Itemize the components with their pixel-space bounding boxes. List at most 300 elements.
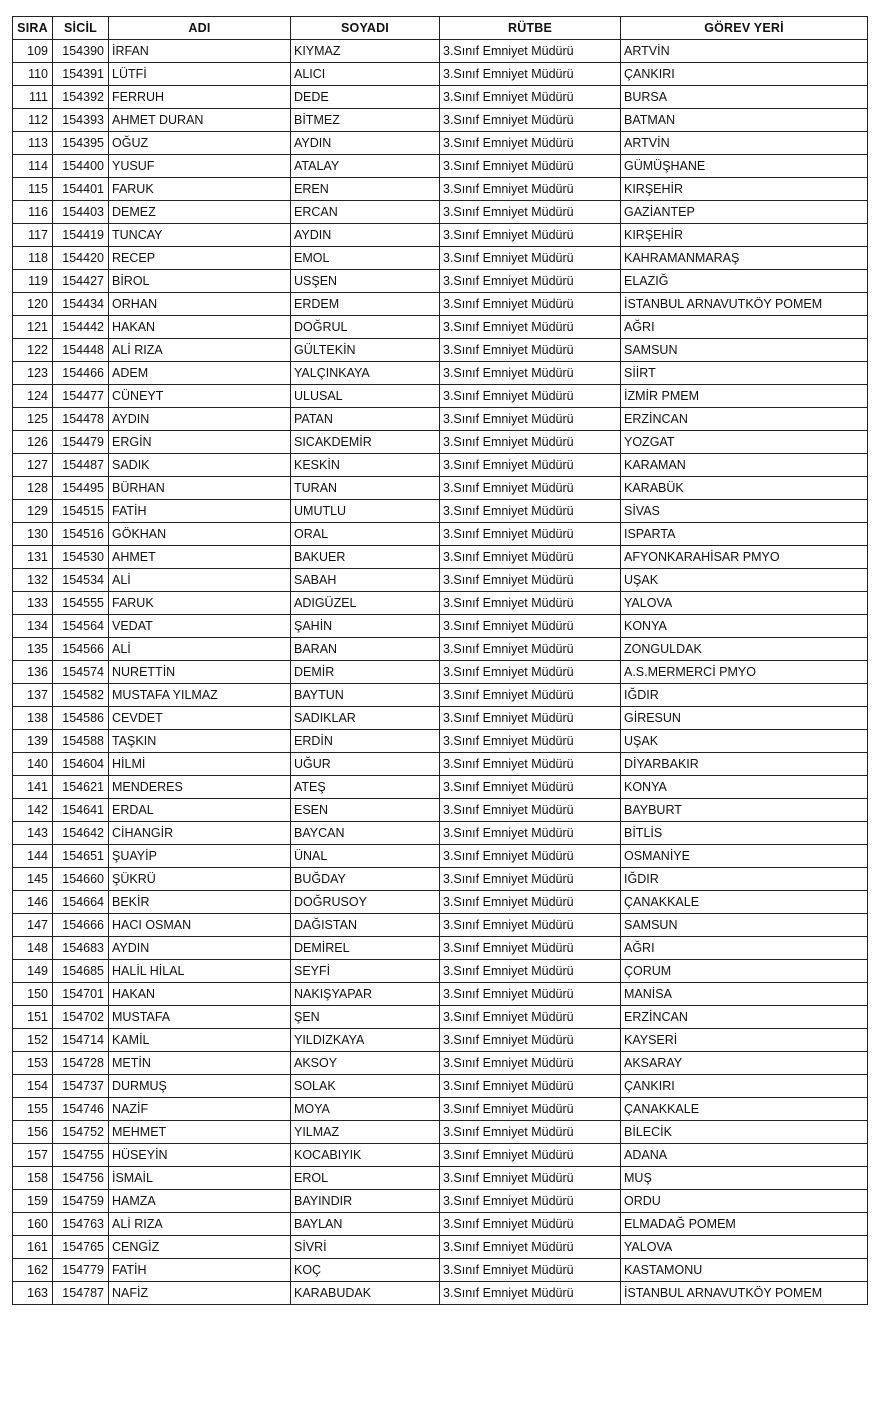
cell-adi: CENGİZ	[109, 1236, 291, 1259]
cell-sira: 126	[13, 431, 53, 454]
cell-gorev-yeri: UŞAK	[621, 730, 868, 753]
cell-gorev-yeri: DİYARBAKIR	[621, 753, 868, 776]
cell-soyadi: KOCABIYIK	[291, 1144, 440, 1167]
cell-sira: 151	[13, 1006, 53, 1029]
table-row	[13, 362, 868, 385]
cell-gorev-yeri: BATMAN	[621, 109, 868, 132]
cell-soyadi: BAYCAN	[291, 822, 440, 845]
cell-rutbe: 3.Sınıf Emniyet Müdürü	[440, 1167, 621, 1190]
cell-gorev-yeri: MUŞ	[621, 1167, 868, 1190]
table-row	[13, 1259, 868, 1282]
cell-soyadi: YILMAZ	[291, 1121, 440, 1144]
cell-sira: 111	[13, 86, 53, 109]
cell-rutbe: 3.Sınıf Emniyet Müdürü	[440, 454, 621, 477]
table-row	[13, 914, 868, 937]
table-row	[13, 960, 868, 983]
cell-sira: 141	[13, 776, 53, 799]
cell-gorev-yeri: YALOVA	[621, 1236, 868, 1259]
cell-adi: HAMZA	[109, 1190, 291, 1213]
cell-sira: 155	[13, 1098, 53, 1121]
cell-adi: OĞUZ	[109, 132, 291, 155]
table-row	[13, 845, 868, 868]
cell-soyadi: BUĞDAY	[291, 868, 440, 891]
cell-sicil: 154395	[53, 132, 109, 155]
cell-rutbe: 3.Sınıf Emniyet Müdürü	[440, 753, 621, 776]
cell-sicil: 154660	[53, 868, 109, 891]
cell-rutbe: 3.Sınıf Emniyet Müdürü	[440, 661, 621, 684]
cell-soyadi: DEDE	[291, 86, 440, 109]
table-row	[13, 1236, 868, 1259]
cell-soyadi: EMOL	[291, 247, 440, 270]
cell-adi: DURMUŞ	[109, 1075, 291, 1098]
cell-adi: NAFİZ	[109, 1282, 291, 1305]
header-adi: ADI	[109, 17, 291, 40]
cell-soyadi: DEMİR	[291, 661, 440, 684]
cell-rutbe: 3.Sınıf Emniyet Müdürü	[440, 224, 621, 247]
table-row	[13, 822, 868, 845]
cell-soyadi: SEYFİ	[291, 960, 440, 983]
cell-rutbe: 3.Sınıf Emniyet Müdürü	[440, 1121, 621, 1144]
cell-sira: 144	[13, 845, 53, 868]
cell-adi: FARUK	[109, 178, 291, 201]
cell-gorev-yeri: ISPARTA	[621, 523, 868, 546]
cell-soyadi: ATALAY	[291, 155, 440, 178]
cell-soyadi: DAĞISTAN	[291, 914, 440, 937]
cell-gorev-yeri: KAHRAMANMARAŞ	[621, 247, 868, 270]
cell-sicil: 154427	[53, 270, 109, 293]
cell-soyadi: GÜLTEKİN	[291, 339, 440, 362]
header-sicil: SİCİL	[53, 17, 109, 40]
cell-gorev-yeri: KONYA	[621, 615, 868, 638]
cell-sira: 159	[13, 1190, 53, 1213]
table-row	[13, 316, 868, 339]
table-row	[13, 569, 868, 592]
cell-rutbe: 3.Sınıf Emniyet Müdürü	[440, 339, 621, 362]
cell-adi: ERGİN	[109, 431, 291, 454]
cell-sicil: 154728	[53, 1052, 109, 1075]
cell-adi: HALİL HİLAL	[109, 960, 291, 983]
cell-gorev-yeri: GÜMÜŞHANE	[621, 155, 868, 178]
cell-sicil: 154763	[53, 1213, 109, 1236]
table-row	[13, 1098, 868, 1121]
table-row	[13, 1029, 868, 1052]
cell-rutbe: 3.Sınıf Emniyet Müdürü	[440, 730, 621, 753]
cell-adi: CÜNEYT	[109, 385, 291, 408]
cell-adi: MENDERES	[109, 776, 291, 799]
cell-sira: 148	[13, 937, 53, 960]
cell-rutbe: 3.Sınıf Emniyet Müdürü	[440, 155, 621, 178]
cell-soyadi: ORAL	[291, 523, 440, 546]
cell-sicil: 154621	[53, 776, 109, 799]
cell-sicil: 154516	[53, 523, 109, 546]
cell-soyadi: ERDEM	[291, 293, 440, 316]
cell-gorev-yeri: ERZİNCAN	[621, 408, 868, 431]
table-body	[13, 40, 868, 1305]
cell-sicil: 154752	[53, 1121, 109, 1144]
table-row	[13, 339, 868, 362]
cell-soyadi: ULUSAL	[291, 385, 440, 408]
cell-soyadi: ATEŞ	[291, 776, 440, 799]
cell-gorev-yeri: ARTVİN	[621, 40, 868, 63]
cell-sicil: 154403	[53, 201, 109, 224]
cell-gorev-yeri: A.S.MERMERCİ PMYO	[621, 661, 868, 684]
cell-adi: ERDAL	[109, 799, 291, 822]
cell-rutbe: 3.Sınıf Emniyet Müdürü	[440, 63, 621, 86]
cell-adi: FERRUH	[109, 86, 291, 109]
cell-sicil: 154391	[53, 63, 109, 86]
table-row	[13, 109, 868, 132]
cell-sira: 121	[13, 316, 53, 339]
table-row	[13, 224, 868, 247]
cell-sicil: 154702	[53, 1006, 109, 1029]
table-row	[13, 1075, 868, 1098]
cell-gorev-yeri: AFYONKARAHİSAR PMYO	[621, 546, 868, 569]
cell-sicil: 154392	[53, 86, 109, 109]
cell-rutbe: 3.Sınıf Emniyet Müdürü	[440, 1075, 621, 1098]
cell-sicil: 154604	[53, 753, 109, 776]
cell-sira: 132	[13, 569, 53, 592]
cell-sicil: 154420	[53, 247, 109, 270]
cell-adi: RECEP	[109, 247, 291, 270]
cell-sira: 136	[13, 661, 53, 684]
cell-adi: TUNCAY	[109, 224, 291, 247]
cell-sicil: 154685	[53, 960, 109, 983]
cell-sira: 158	[13, 1167, 53, 1190]
cell-sira: 119	[13, 270, 53, 293]
cell-sira: 157	[13, 1144, 53, 1167]
table-row	[13, 684, 868, 707]
cell-sira: 117	[13, 224, 53, 247]
cell-rutbe: 3.Sınıf Emniyet Müdürü	[440, 270, 621, 293]
cell-sicil: 154574	[53, 661, 109, 684]
cell-adi: ALİ	[109, 569, 291, 592]
cell-sicil: 154765	[53, 1236, 109, 1259]
cell-soyadi: BARAN	[291, 638, 440, 661]
cell-adi: SADIK	[109, 454, 291, 477]
cell-soyadi: AYDIN	[291, 132, 440, 155]
cell-adi: LÜTFİ	[109, 63, 291, 86]
cell-rutbe: 3.Sınıf Emniyet Müdürü	[440, 1190, 621, 1213]
cell-sira: 130	[13, 523, 53, 546]
personnel-list-sheet	[12, 16, 867, 1305]
cell-soyadi: BİTMEZ	[291, 109, 440, 132]
cell-rutbe: 3.Sınıf Emniyet Müdürü	[440, 1098, 621, 1121]
cell-sicil: 154530	[53, 546, 109, 569]
header-soyadi: SOYADI	[291, 17, 440, 40]
cell-adi: BEKİR	[109, 891, 291, 914]
table-row	[13, 937, 868, 960]
table-row	[13, 776, 868, 799]
cell-rutbe: 3.Sınıf Emniyet Müdürü	[440, 40, 621, 63]
cell-sira: 134	[13, 615, 53, 638]
cell-gorev-yeri: ÇANAKKALE	[621, 891, 868, 914]
cell-rutbe: 3.Sınıf Emniyet Müdürü	[440, 293, 621, 316]
cell-soyadi: YILDIZKAYA	[291, 1029, 440, 1052]
cell-sira: 129	[13, 500, 53, 523]
cell-sira: 162	[13, 1259, 53, 1282]
cell-adi: İRFAN	[109, 40, 291, 63]
cell-adi: HACI OSMAN	[109, 914, 291, 937]
cell-rutbe: 3.Sınıf Emniyet Müdürü	[440, 132, 621, 155]
cell-soyadi: UMUTLU	[291, 500, 440, 523]
cell-rutbe: 3.Sınıf Emniyet Müdürü	[440, 707, 621, 730]
cell-soyadi: AYDIN	[291, 224, 440, 247]
cell-sicil: 154495	[53, 477, 109, 500]
cell-gorev-yeri: KIRŞEHİR	[621, 224, 868, 247]
cell-gorev-yeri: SİVAS	[621, 500, 868, 523]
table-row	[13, 86, 868, 109]
table-row	[13, 799, 868, 822]
cell-gorev-yeri: ELAZIĞ	[621, 270, 868, 293]
cell-sicil: 154419	[53, 224, 109, 247]
cell-rutbe: 3.Sınıf Emniyet Müdürü	[440, 845, 621, 868]
cell-sira: 149	[13, 960, 53, 983]
cell-rutbe: 3.Sınıf Emniyet Müdürü	[440, 1282, 621, 1305]
cell-adi: KAMİL	[109, 1029, 291, 1052]
table-row	[13, 592, 868, 615]
header-sira: SIRA	[13, 17, 53, 40]
cell-gorev-yeri: KAYSERİ	[621, 1029, 868, 1052]
cell-rutbe: 3.Sınıf Emniyet Müdürü	[440, 523, 621, 546]
cell-sicil: 154515	[53, 500, 109, 523]
cell-soyadi: UĞUR	[291, 753, 440, 776]
cell-sicil: 154478	[53, 408, 109, 431]
cell-sicil: 154756	[53, 1167, 109, 1190]
cell-sira: 120	[13, 293, 53, 316]
header-gorev-yeri: GÖREV YERİ	[621, 17, 868, 40]
cell-rutbe: 3.Sınıf Emniyet Müdürü	[440, 592, 621, 615]
cell-sira: 133	[13, 592, 53, 615]
cell-sira: 150	[13, 983, 53, 1006]
cell-sicil: 154641	[53, 799, 109, 822]
cell-sicil: 154737	[53, 1075, 109, 1098]
table-row	[13, 247, 868, 270]
cell-adi: BİROL	[109, 270, 291, 293]
table-row	[13, 638, 868, 661]
table-row	[13, 615, 868, 638]
cell-soyadi: BAYLAN	[291, 1213, 440, 1236]
cell-gorev-yeri: ÇANAKKALE	[621, 1098, 868, 1121]
table-row	[13, 1121, 868, 1144]
cell-sira: 131	[13, 546, 53, 569]
cell-soyadi: KARABUDAK	[291, 1282, 440, 1305]
cell-soyadi: AKSOY	[291, 1052, 440, 1075]
header-row	[13, 17, 868, 40]
cell-rutbe: 3.Sınıf Emniyet Müdürü	[440, 868, 621, 891]
cell-gorev-yeri: İSTANBUL ARNAVUTKÖY POMEM	[621, 1282, 868, 1305]
cell-sicil: 154400	[53, 155, 109, 178]
cell-rutbe: 3.Sınıf Emniyet Müdürü	[440, 937, 621, 960]
cell-sira: 145	[13, 868, 53, 891]
cell-sicil: 154393	[53, 109, 109, 132]
cell-gorev-yeri: OSMANİYE	[621, 845, 868, 868]
cell-gorev-yeri: MANİSA	[621, 983, 868, 1006]
table-row	[13, 1144, 868, 1167]
cell-sira: 125	[13, 408, 53, 431]
cell-gorev-yeri: SAMSUN	[621, 339, 868, 362]
cell-sicil: 154466	[53, 362, 109, 385]
cell-sira: 115	[13, 178, 53, 201]
cell-rutbe: 3.Sınıf Emniyet Müdürü	[440, 1236, 621, 1259]
cell-sicil: 154759	[53, 1190, 109, 1213]
cell-gorev-yeri: KARAMAN	[621, 454, 868, 477]
cell-gorev-yeri: SAMSUN	[621, 914, 868, 937]
cell-soyadi: TURAN	[291, 477, 440, 500]
cell-soyadi: BAYINDIR	[291, 1190, 440, 1213]
cell-adi: GÖKHAN	[109, 523, 291, 546]
cell-adi: ORHAN	[109, 293, 291, 316]
cell-gorev-yeri: YALOVA	[621, 592, 868, 615]
cell-adi: ADEM	[109, 362, 291, 385]
cell-adi: YUSUF	[109, 155, 291, 178]
cell-soyadi: DOĞRUSOY	[291, 891, 440, 914]
cell-sira: 138	[13, 707, 53, 730]
cell-adi: BÜRHAN	[109, 477, 291, 500]
cell-sicil: 154779	[53, 1259, 109, 1282]
cell-adi: CİHANGİR	[109, 822, 291, 845]
cell-sira: 113	[13, 132, 53, 155]
cell-rutbe: 3.Sınıf Emniyet Müdürü	[440, 1259, 621, 1282]
cell-rutbe: 3.Sınıf Emniyet Müdürü	[440, 776, 621, 799]
cell-sira: 118	[13, 247, 53, 270]
cell-adi: CEVDET	[109, 707, 291, 730]
cell-adi: TAŞKIN	[109, 730, 291, 753]
cell-adi: AYDIN	[109, 937, 291, 960]
cell-soyadi: SİVRİ	[291, 1236, 440, 1259]
cell-rutbe: 3.Sınıf Emniyet Müdürü	[440, 1213, 621, 1236]
cell-sicil: 154701	[53, 983, 109, 1006]
cell-gorev-yeri: AĞRI	[621, 316, 868, 339]
cell-sicil: 154755	[53, 1144, 109, 1167]
cell-adi: HİLMİ	[109, 753, 291, 776]
cell-soyadi: KOÇ	[291, 1259, 440, 1282]
cell-soyadi: KIYMAZ	[291, 40, 440, 63]
cell-sira: 123	[13, 362, 53, 385]
table-row	[13, 63, 868, 86]
cell-adi: HAKAN	[109, 983, 291, 1006]
cell-adi: AHMET	[109, 546, 291, 569]
cell-adi: VEDAT	[109, 615, 291, 638]
table-row	[13, 1052, 868, 1075]
table-row	[13, 155, 868, 178]
cell-adi: AYDIN	[109, 408, 291, 431]
cell-gorev-yeri: ZONGULDAK	[621, 638, 868, 661]
cell-sicil: 154555	[53, 592, 109, 615]
table-row	[13, 891, 868, 914]
cell-adi: NAZİF	[109, 1098, 291, 1121]
cell-gorev-yeri: ÇANKIRI	[621, 1075, 868, 1098]
cell-soyadi: DEMİREL	[291, 937, 440, 960]
table-row	[13, 293, 868, 316]
cell-sicil: 154434	[53, 293, 109, 316]
cell-gorev-yeri: KASTAMONU	[621, 1259, 868, 1282]
cell-sicil: 154746	[53, 1098, 109, 1121]
cell-sira: 161	[13, 1236, 53, 1259]
cell-sira: 160	[13, 1213, 53, 1236]
cell-sicil: 154683	[53, 937, 109, 960]
cell-sira: 127	[13, 454, 53, 477]
cell-sira: 137	[13, 684, 53, 707]
table-row	[13, 661, 868, 684]
table-row	[13, 270, 868, 293]
cell-gorev-yeri: BURSA	[621, 86, 868, 109]
cell-soyadi: KESKİN	[291, 454, 440, 477]
cell-soyadi: SABAH	[291, 569, 440, 592]
cell-sira: 142	[13, 799, 53, 822]
cell-sicil: 154479	[53, 431, 109, 454]
cell-sira: 124	[13, 385, 53, 408]
cell-adi: MUSTAFA	[109, 1006, 291, 1029]
cell-gorev-yeri: UŞAK	[621, 569, 868, 592]
cell-gorev-yeri: BİTLİS	[621, 822, 868, 845]
cell-rutbe: 3.Sınıf Emniyet Müdürü	[440, 1029, 621, 1052]
cell-rutbe: 3.Sınıf Emniyet Müdürü	[440, 316, 621, 339]
cell-adi: MEHMET	[109, 1121, 291, 1144]
cell-rutbe: 3.Sınıf Emniyet Müdürü	[440, 638, 621, 661]
cell-soyadi: EROL	[291, 1167, 440, 1190]
cell-sira: 143	[13, 822, 53, 845]
cell-sicil: 154642	[53, 822, 109, 845]
personnel-table	[12, 16, 868, 1305]
cell-gorev-yeri: ARTVİN	[621, 132, 868, 155]
cell-soyadi: ADIGÜZEL	[291, 592, 440, 615]
table-row	[13, 454, 868, 477]
cell-gorev-yeri: ÇORUM	[621, 960, 868, 983]
cell-soyadi: MOYA	[291, 1098, 440, 1121]
cell-rutbe: 3.Sınıf Emniyet Müdürü	[440, 1052, 621, 1075]
cell-gorev-yeri: AKSARAY	[621, 1052, 868, 1075]
cell-soyadi: ERDİN	[291, 730, 440, 753]
cell-rutbe: 3.Sınıf Emniyet Müdürü	[440, 385, 621, 408]
cell-sicil: 154564	[53, 615, 109, 638]
table-header	[13, 17, 868, 40]
table-row	[13, 431, 868, 454]
cell-rutbe: 3.Sınıf Emniyet Müdürü	[440, 431, 621, 454]
cell-sicil: 154714	[53, 1029, 109, 1052]
cell-rutbe: 3.Sınıf Emniyet Müdürü	[440, 247, 621, 270]
cell-sira: 139	[13, 730, 53, 753]
cell-rutbe: 3.Sınıf Emniyet Müdürü	[440, 960, 621, 983]
cell-gorev-yeri: BAYBURT	[621, 799, 868, 822]
table-row	[13, 477, 868, 500]
cell-sira: 152	[13, 1029, 53, 1052]
cell-adi: ALİ RIZA	[109, 339, 291, 362]
cell-adi: AHMET DURAN	[109, 109, 291, 132]
cell-sicil: 154401	[53, 178, 109, 201]
cell-gorev-yeri: GAZİANTEP	[621, 201, 868, 224]
table-row	[13, 408, 868, 431]
cell-soyadi: ESEN	[291, 799, 440, 822]
cell-rutbe: 3.Sınıf Emniyet Müdürü	[440, 822, 621, 845]
cell-soyadi: ŞEN	[291, 1006, 440, 1029]
cell-gorev-yeri: YOZGAT	[621, 431, 868, 454]
cell-soyadi: SOLAK	[291, 1075, 440, 1098]
cell-rutbe: 3.Sınıf Emniyet Müdürü	[440, 86, 621, 109]
cell-soyadi: BAYTUN	[291, 684, 440, 707]
cell-rutbe: 3.Sınıf Emniyet Müdürü	[440, 500, 621, 523]
cell-soyadi: DOĞRUL	[291, 316, 440, 339]
table-row	[13, 178, 868, 201]
cell-soyadi: SICAKDEMİR	[291, 431, 440, 454]
cell-adi: ALİ	[109, 638, 291, 661]
cell-sicil: 154534	[53, 569, 109, 592]
cell-gorev-yeri: İSTANBUL ARNAVUTKÖY POMEM	[621, 293, 868, 316]
cell-gorev-yeri: IĞDIR	[621, 684, 868, 707]
table-row	[13, 753, 868, 776]
cell-adi: NURETTİN	[109, 661, 291, 684]
cell-sira: 112	[13, 109, 53, 132]
cell-rutbe: 3.Sınıf Emniyet Müdürü	[440, 477, 621, 500]
